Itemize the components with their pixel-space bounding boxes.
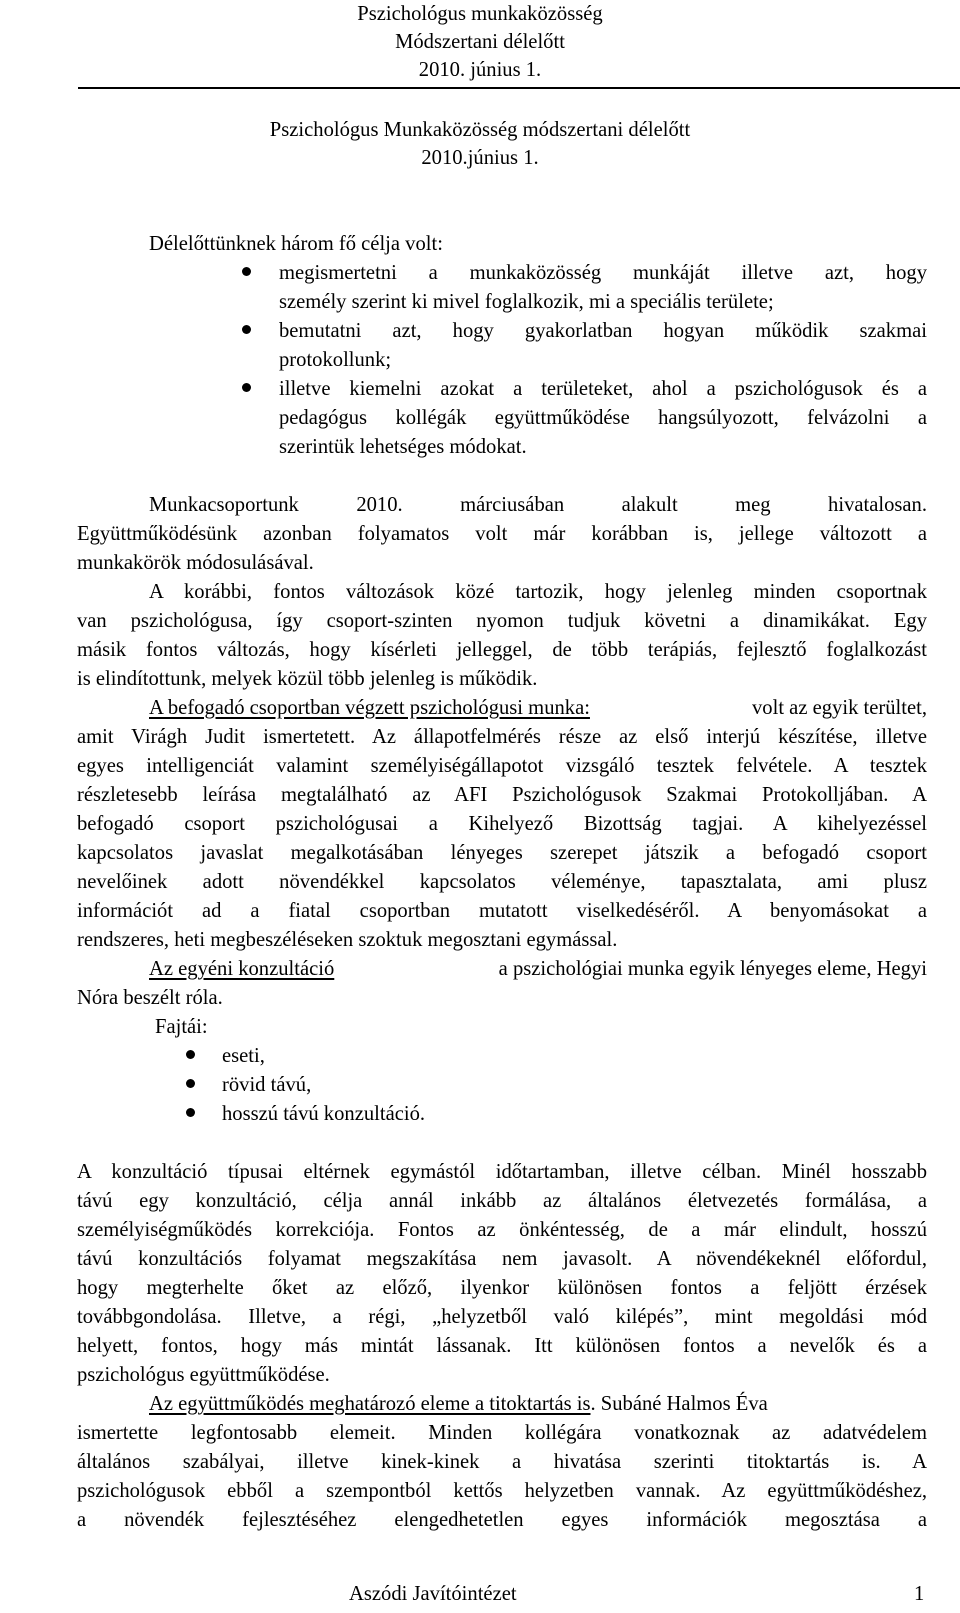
p4-heading-rest: a pszichológiai munka egyik lényeges eleme, Hegyi — [498, 958, 927, 980]
p5-line-1: A konzultáció típusai eltérnek egymástól időtartamban, illetve célban. Minél hosszabb — [77, 1161, 927, 1183]
p6-line-2: általános szabályai, illetve kinek-kinek a hivatása szerinti titoktartás is. A — [77, 1451, 927, 1473]
type-bullet-3 — [186, 1108, 195, 1117]
p5-line-4: távú konzultációs folyamat megszakítása nem javasolt. A növendékeknél előfordul, — [77, 1248, 927, 1270]
type-bullet-1 — [186, 1050, 195, 1059]
goal-bullet-3 — [242, 383, 251, 392]
p6-heading-rest: . Subáné Halmos Éva — [590, 1393, 768, 1415]
document-title-line-1: Pszichológus Munkaközösség módszertani délelőtt — [269, 119, 691, 141]
p2-line-4: is elindítottunk, melyek közül több jelenleg is működik. — [77, 668, 538, 690]
p2-line-3: másik fontos változás, hogy kísérleti jelleggel, de több terápiás, fejlesztő foglalkozást — [77, 639, 927, 661]
p4-heading: Az egyéni konzultáció — [149, 958, 335, 980]
goal-1-line-2: személy szerint ki mivel foglalkozik, mi a speciális területe; — [279, 291, 774, 313]
p5-line-3: személyiségműködés korrekciója. Fontos az önkéntesség, de a már elindult, hosszú — [77, 1219, 927, 1241]
type-item-3: hosszú távú konzultáció. — [222, 1103, 426, 1125]
types-label: Fajtái: — [155, 1016, 208, 1038]
p3-line-5: kapcsolatos javaslat megalkotásában lényeges szerepet játszik a befogadó csoport — [77, 842, 927, 864]
goal-2-line-1: bemutatni azt, hogy gyakorlatban hogyan működik szakmai — [279, 320, 927, 342]
p5-line-2: távú egy konzultáció, célja annál inkább az általános életvezetés formálása, a — [77, 1190, 927, 1212]
p2-line-1: A korábbi, fontos változások közé tartozik, hogy jelenleg minden csoportnak — [149, 581, 927, 603]
header-line-1: Pszichológus munkaközösség — [357, 3, 603, 25]
p4-heading-line — [149, 955, 927, 984]
p6-heading-line — [149, 1390, 927, 1419]
type-item-2: rövid távú, — [222, 1074, 312, 1096]
goal-2-line-2: protokollunk; — [279, 349, 392, 371]
p3-heading-rest: volt az egyik terültet, — [752, 697, 927, 719]
p1-line-1: Munkacsoportunk 2010. márciusában alakult meg hivatalosan. — [149, 494, 927, 516]
p5-line-8: pszichológus együttműködése. — [77, 1364, 330, 1386]
p5-line-7: helyett, fontos, hogy más mintát lássanak. Itt különösen fontos a nevelők és a — [77, 1335, 927, 1357]
header-line-3: 2010. június 1. — [418, 59, 542, 81]
goal-1-line-1: megismertetni a munkaközösség munkáját illetve azt, hogy — [279, 262, 927, 284]
goal-bullet-1 — [242, 267, 251, 276]
p5-line-6: továbbgondolása. Illetve, a régi, „helyzetből való kilépés”, mint megoldási mód — [77, 1306, 927, 1328]
goal-3-line-2: pedagógus kollégák együttműködése hangsúlyozott, felvázolni a — [279, 407, 927, 429]
p2-line-2: van pszichológusa, így csoport-szinten nyomon tudjuk követni a dinamikákat. Egy — [77, 610, 927, 632]
p3-heading: A befogadó csoportban végzett pszichológusi munka: — [149, 697, 590, 719]
goal-bullet-2 — [242, 325, 251, 334]
p3-line-2: egyes intelligenciát valamint személyiségállapotot vizsgáló tesztek felvétele. A tesztek — [77, 755, 927, 777]
p3-heading-line — [149, 694, 927, 723]
intro-lead: Délelőttünknek három fő célja volt: — [149, 233, 443, 255]
p3-line-8: rendszeres, heti megbeszéléseken szoktuk megosztani egymással. — [77, 929, 618, 951]
p6-line-4: a növendék fejlesztéséhez elengedhetetlen egyes információk megosztása a — [77, 1509, 927, 1531]
header-line-2: Módszertani délelőtt — [395, 31, 565, 53]
p6-line-1: ismertette legfontosabb elemeit. Minden kollégára vonatkoznak az adatvédelem — [77, 1422, 927, 1444]
footer-institution: Aszódi Javítóintézet — [349, 1583, 517, 1605]
p3-line-7: információt ad a fiatal csoportban mutatott viselkedéséről. A benyomásokat a — [77, 900, 927, 922]
p1-line-3: munkakörök módosulásával. — [77, 552, 314, 574]
p1-line-2: Együttműködésünk azonban folyamatos volt már korábban is, jellege változott a — [77, 523, 927, 545]
page-number: 1 — [914, 1583, 925, 1605]
p6-line-3: pszichológusok ebből a szempontból kettős helyzetben vannak. Az együttműködéshez, — [77, 1480, 927, 1502]
goal-3-line-1: illetve kiemelni azokat a területeket, ahol a pszichológusok és a — [279, 378, 927, 400]
p5-line-5: hogy megterhelte őket az előző, ilyenkor különösen fontos a feljött érzések — [77, 1277, 927, 1299]
p3-line-3: részletesebb leírása megtalálható az AFI Pszichológusok Szakmai Protokolljában. A — [77, 784, 927, 806]
p6-heading: Az együttműködés meghatározó eleme a titoktartás is — [149, 1393, 591, 1415]
p3-line-6: nevelőinek adott növendékkel kapcsolatos véleménye, tapasztalata, ami plusz — [77, 871, 927, 893]
type-bullet-2 — [186, 1079, 195, 1088]
type-item-1: eseti, — [222, 1045, 265, 1067]
document-title-line-2: 2010.június 1. — [421, 147, 539, 169]
header-rule — [78, 87, 960, 89]
goal-3-line-3: szerintük lehetséges módokat. — [279, 436, 527, 458]
p3-line-1: amit Virágh Judit ismertetett. Az állapotfelmérés része az első interjú készítése, illetve — [77, 726, 927, 748]
p3-line-4: befogadó csoport pszichológusai a Kihelyező Bizottság tagjai. A kihelyezéssel — [77, 813, 927, 835]
p4-line-1: Nóra beszélt róla. — [77, 987, 223, 1009]
p6-heading-rest-wrap — [590, 1390, 927, 1419]
